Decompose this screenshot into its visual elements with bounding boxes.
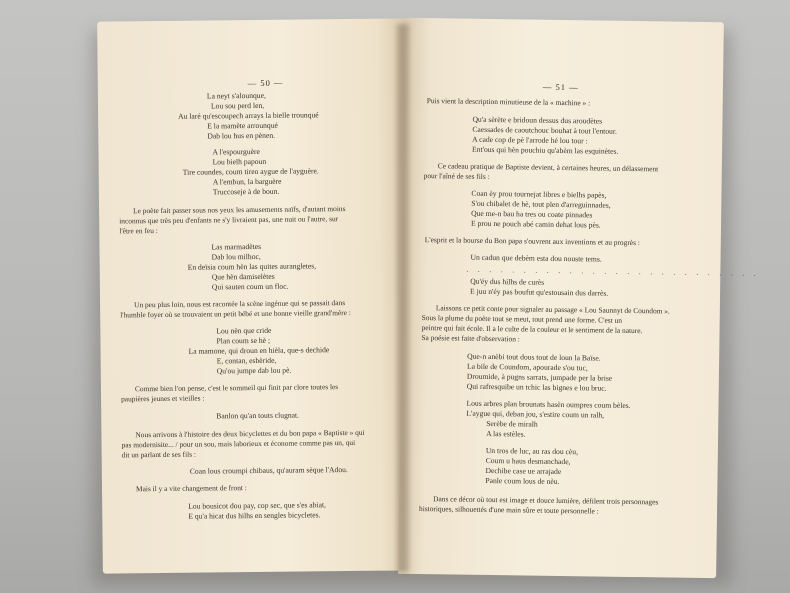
verse-line: L'aygue qui, deban jou, s'estire coum un ralh, <box>466 408 605 420</box>
verse-line: Ent'ous qui hèn pouchiu qu'abèm las esquinètes. <box>472 144 619 156</box>
verse-line: S'ou chibalet de hè, tout plen d'arreguinnades, <box>471 198 611 210</box>
prose-line: Laissons ce petit conte pour signaler au passage « Lou Saunnyt de Coundom ». <box>435 303 670 316</box>
verse-line: En deïsia coum hèn las quites aurangletes, <box>187 261 317 272</box>
verse-line: Qu'éy dus hilhs de curès <box>470 276 545 287</box>
prose-line: peintre qui fait école. Il a le culte de la couleur et le sentiment de la nature. <box>421 323 643 336</box>
verse-line: Qui rafresquibe un tchic las bignes e lou bruc. <box>466 381 607 393</box>
prose-line: Dans ce décor où tout est image et douce lumière, défilent trois personnages <box>433 494 659 507</box>
prose-line: Puis vient la description minutieuse de la « machine » : <box>426 96 591 108</box>
verse-line: A cade cop de pè l'arrode hé lou tour : <box>472 134 588 146</box>
verse-line: Lou bielh papoun <box>212 156 267 167</box>
prose-line: l'être en feu : <box>119 226 158 236</box>
prose-line: dit un parlant de ses fils : <box>121 449 197 460</box>
left-page-number: — 50 — <box>247 77 284 89</box>
verse-line: Que-n anèbi tout dous tout de loun la Baïse. <box>467 351 601 363</box>
verse-line: E qu'a hicat dus hilhs en sengles bicycletes. <box>188 510 321 521</box>
verse-line: Qu'ou jumpe dab lou pè. <box>216 365 292 376</box>
verse-line: E prou ne pouch abé camin dehat lous pès. <box>470 218 601 230</box>
verse-line: Un cadun que debèm esta dou nouste tems. <box>470 252 602 264</box>
verse-line: Qu'a sèrète e bridoun dessus dus aroudètes <box>472 114 603 126</box>
verse-line: Las marmadètes <box>211 241 262 252</box>
prose-line: Le poète fait passer sous nos yeux les amusements naïfs, d'autant moins <box>133 204 346 216</box>
verse-line: Lou nèn que cride <box>216 325 272 336</box>
prose-line: l'humble foyer où se trouvaient un petit bébé et une bonne vieille grand'mère : <box>120 307 351 320</box>
prose-line: Mais il y a vite changement de front : <box>135 483 247 494</box>
verse-line: Un tros de luc, au ras dou cèu, <box>485 445 579 457</box>
verse-line: E, contan, esbèride, <box>216 355 277 366</box>
prose-line: pas modernisite... / pour un sou, mais laborieux et économe comme pas un, qui <box>121 437 356 450</box>
verse-line: Coan lous croumpi chibaus, qu'auram sèque l'Adou. <box>189 465 348 476</box>
verse-line: Coum u haus desmanchade, <box>485 455 571 467</box>
verse-line: E la mamète arrounqué <box>207 120 278 131</box>
right-page-number: — 51 — <box>542 81 579 93</box>
verse-line: Au laré qu'escoupech arrays la bielle trounqué <box>178 110 319 121</box>
verse-line: A las estèles. <box>486 428 526 439</box>
prose-line: inconnus que très peu d'enfants ne s'y livraient pas, une nuit ou l'autre, sur <box>119 214 339 226</box>
prose-line: Comme bien l'on pense, c'est le sommeil qui finit par clore toutes les <box>134 382 339 394</box>
verse-line: Dechibe case ue arrajade <box>485 465 562 477</box>
verse-line: Tire coundes, coum tireo aygue de l'ayguère. <box>182 166 319 177</box>
verse-line: La mamone, qui droun en hièla, que-s dechide <box>188 345 330 356</box>
verse-line: Banlon qu'an touts clugnat. <box>216 410 300 421</box>
verse-line: Lou sou perd len, <box>210 100 265 111</box>
verse-line: Lous arbres plan brounats hasèn oumpres coum bèles. <box>466 398 631 410</box>
prose-line: Nous arrivons à l'histoire des deux bicyclettes et du bon papa « Baptiste » qui <box>135 427 365 440</box>
prose-line: historiques, silhouettés d'une main sûre et toute personnelle : <box>418 504 599 516</box>
ellipsis-row: . . . . . . . . . . . . . . . . . . . . . . . . . . <box>466 265 760 278</box>
prose-line: Sous la plume du poète tout se meut, tout prend une forme. C'est un <box>421 313 622 325</box>
verse-line: Lou bousicot dou pay, cop sec, que s'es abiat, <box>188 500 326 511</box>
verse-line: Caessades de caoutchouc bouhat à tout l'entour. <box>472 124 617 136</box>
verse-line: E juu n'éy pas boufut qu'estousain dus darrès. <box>470 286 609 298</box>
book-gutter <box>396 24 410 572</box>
prose-line: Un peu plus loin, nous est racontée la scène ingénue qui se passait dans <box>134 298 346 310</box>
verse-line: Truccoseje à de boun. <box>212 186 280 197</box>
verse-line: La neyt s'alounque, <box>206 90 266 101</box>
verse-line: La bile de Coundom, apourade s'ou tuc, <box>466 361 588 373</box>
prose-line: paupières jeunes et vieilles : <box>121 393 205 404</box>
prose-line: Ce cadeau pratique de Baptiste devient, à certaines heures, un délassement <box>437 161 659 174</box>
verse-line: Dab lou hus en pènen. <box>207 130 276 141</box>
verse-line: Que hèn damiselètes <box>211 271 275 282</box>
prose-line: pour l'aîné de ses fils : <box>423 171 490 181</box>
verse-line: A l'espourguère <box>212 146 260 157</box>
verse-line: Panle coum lous de nèu. <box>485 475 560 486</box>
right-page <box>398 18 760 578</box>
prose-line: L'esprit et la bourse du Bon papa s'ouvrent aux inventions et au progrès : <box>424 235 640 248</box>
verse-line: Dab lou milhoc, <box>211 251 261 262</box>
verse-line: Coan èy prou tournejat libres e bielhs papès, <box>471 188 607 200</box>
verse-line: Serèbe de miralh <box>486 418 538 429</box>
prose-line: Sa poésie est faite d'observation : <box>421 333 520 344</box>
verse-line: Plan coum se hè ; <box>216 335 271 346</box>
verse-line: Droumide, à pugns sarrats, jumpade per la brise <box>466 371 613 383</box>
verse-line: Que me-n bau ha tres ou coate pinnades <box>471 208 593 220</box>
verse-line: A l'embun, la barguère <box>212 176 282 187</box>
verse-line: Qui sauten coum un floc. <box>211 281 289 292</box>
left-page <box>97 18 413 573</box>
